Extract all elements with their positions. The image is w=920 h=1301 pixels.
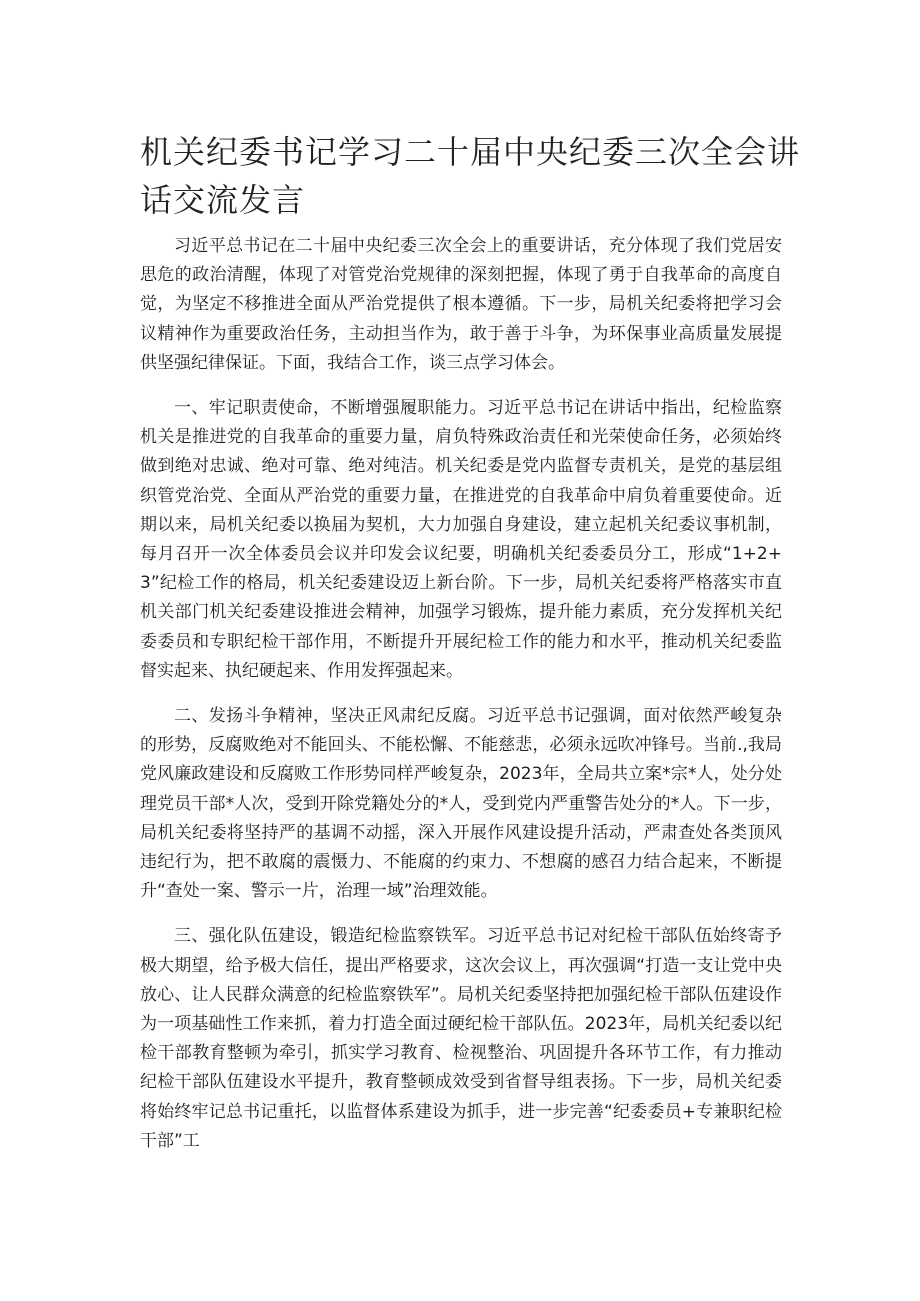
paragraph-intro: 习近平总书记在二十届中央纪委三次全会上的重要讲话，充分体现了我们党居安思危的政治清醒，体现了对管党治党规律的深刻把握，体现了勇于自我革命的高度自觉，为坚定不移推进全面从严治党提供了根本遵循。下一步，局机关纪委将把学习会议精神作为重要政治任务，主动担当作为，敢于善于斗争，为环保事业高质量发展提供坚强纪律保证。下面，我结合工作，谈三点学习体会。 [140,236,782,373]
paragraph-point-two: 二、发扬斗争精神，坚决正风肃纪反腐。习近平总书记强调，面对依然严峻复杂的形势，反腐败绝对不能回头、不能松懈、不能慈悲，必须永远吹冲锋号。当前.,我局党风廉政建设和反腐败工作形势同样严峻复杂，2023年，全局共立案*宗*人，处分处理党员干部*人次，受到开除党籍处分的*人，受到党内严重警告处分的*人。下一步，局机关纪委将坚持严的基调不动摇，深入开展作风建设提升活动，严肃查处各类顶风违纪行为，把不敢腐的震慑力、不能腐的约束力、不想腐的感召力结合起来，不断提升“查处一案、警示一片，治理一域”治理效能。 [140,706,782,902]
document-title: 机关纪委书记学习二十届中央纪委三次全会讲话交流发言 [140,133,801,219]
document-body [140,232,782,1172]
paragraph-point-three: 三、强化队伍建设，锻造纪检监察铁军。习近平总书记对纪检干部队伍始终寄予极大期望，给予极大信任，提出严格要求，这次会议上，再次强调“打造一支让党中央放心、让人民群众满意的纪检监察铁军”。局机关纪委坚持把加强纪检干部队伍建设作为一项基础性工作来抓，着力打造全面过硬纪检干部队伍。2023年，局机关纪委以纪检干部教育整顿为牵引，抓实学习教育、检视整治、巩固提升各环节工作，有力推动纪检干部队伍建设水平提升，教育整顿成效受到省督导组表扬。下一步，局机关纪委将始终牢记总书记重托，以监督体系建设为抓手，进一步完善“纪委委员+专兼职纪检干部”工 [140,926,782,1151]
paragraph-point-one: 一、牢记职责使命，不断增强履职能力。习近平总书记在讲话中指出，纪检监察机关是推进党的自我革命的重要力量，肩负特殊政治责任和光荣使命任务，必须始终做到绝对忠诚、绝对可靠、绝对纯洁。机关纪委是党内监督专责机关，是党的基层组织管党治党、全面从严治党的重要力量，在推进党的自我革命中肩负着重要使命。近期以来，局机关纪委以换届为契机，大力加强自身建设，建立起机关纪委议事机制，每月召开一次全体委员会议并印发会议纪要，明确机关纪委委员分工，形成“1+2+3”纪检工作的格局，机关纪委建设迈上新台阶。下一步，局机关纪委将严格落实市直机关部门机关纪委建设推进会精神，加强学习锻炼，提升能力素质，充分发挥机关纪委委员和专职纪检干部作用，不断提升开展纪检工作的能力和水平，推动机关纪委监督实起来、执纪硬起来、作用发挥强起来。 [140,398,782,681]
